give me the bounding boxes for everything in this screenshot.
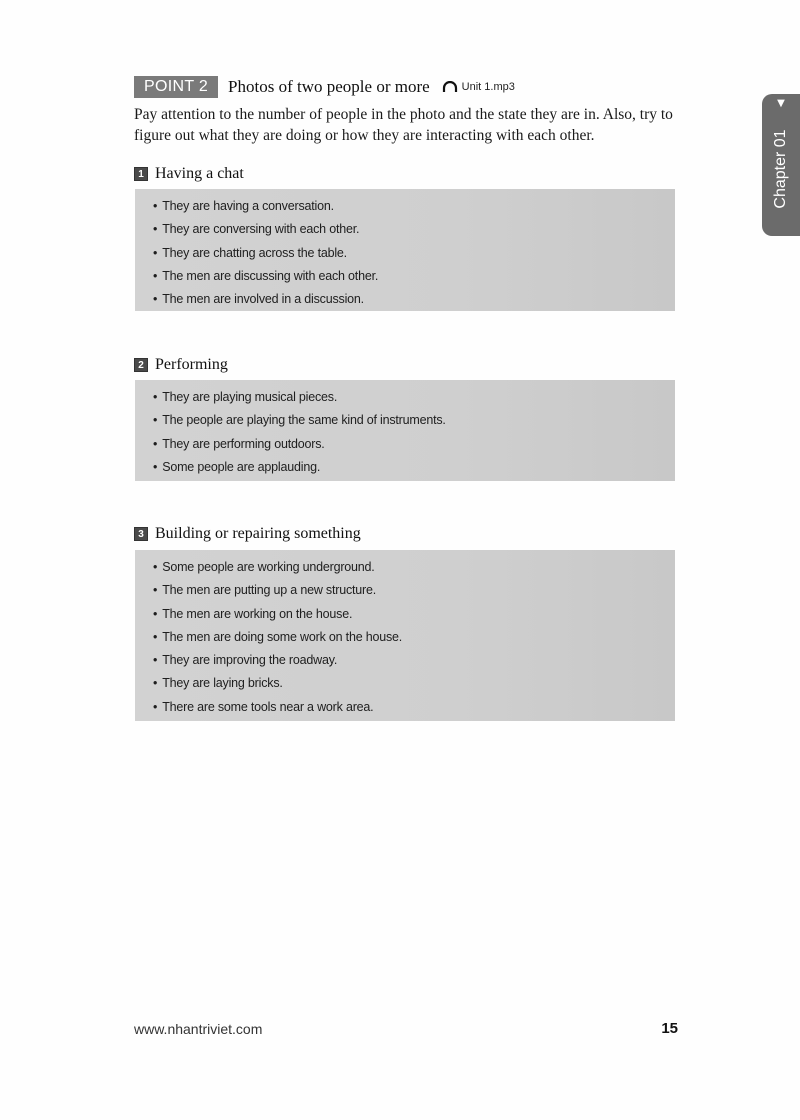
footer-url: www.nhantriviet.com (134, 1021, 263, 1037)
section-heading (134, 356, 228, 374)
list-item: • They are conversing with each other. (153, 218, 675, 241)
point-title: Photos of two people or more (228, 77, 430, 96)
section-number: 2 (134, 358, 148, 372)
phrase-box (135, 380, 675, 481)
chapter-tab[interactable] (762, 94, 800, 236)
section-heading (134, 525, 361, 543)
section-title: Having a chat (155, 165, 244, 182)
phrase-box (135, 189, 675, 311)
point-badge: POINT 2 (134, 76, 218, 98)
list-item: • The men are involved in a discussion. (153, 288, 675, 311)
list-item: • They are playing musical pieces. (153, 386, 675, 409)
list-item: • They are having a conversation. (153, 195, 675, 218)
list-item: • There are some tools near a work area. (153, 696, 675, 719)
list-item: • Some people are applauding. (153, 456, 675, 479)
audio-track[interactable] (442, 81, 515, 93)
list-item: • The men are putting up a new structure. (153, 579, 675, 602)
list-item: • They are performing outdoors. (153, 433, 675, 456)
list-item: • They are laying bricks. (153, 672, 675, 695)
list-item: • Some people are working underground. (153, 556, 675, 579)
list-item: • They are improving the roadway. (153, 649, 675, 672)
section-heading (134, 165, 244, 183)
chevron-down-icon: ▼ (777, 98, 785, 109)
list-item: • The men are working on the house. (153, 603, 675, 626)
section-number: 3 (134, 527, 148, 541)
list-item: • The men are doing some work on the house. (153, 626, 675, 649)
audio-label: Unit 1.mp3 (461, 81, 515, 93)
point-header (134, 76, 515, 98)
phrase-box (135, 550, 675, 721)
headphones-icon (442, 81, 458, 93)
section-title: Building or repairing something (155, 525, 361, 542)
section-number: 1 (134, 167, 148, 181)
page-number: 15 (661, 1020, 678, 1037)
list-item: • The men are discussing with each other. (153, 265, 675, 288)
section-title: Performing (155, 356, 228, 373)
intro-text: Pay attention to the number of people in the photo and the state they are in. Also, try to figure out what they are doing or how they are interacting with each other. (134, 106, 673, 144)
list-item: • The people are playing the same kind of instruments. (153, 409, 675, 432)
list-item: • They are chatting across the table. (153, 242, 675, 265)
chapter-tab-label: Chapter 01 (772, 129, 789, 209)
